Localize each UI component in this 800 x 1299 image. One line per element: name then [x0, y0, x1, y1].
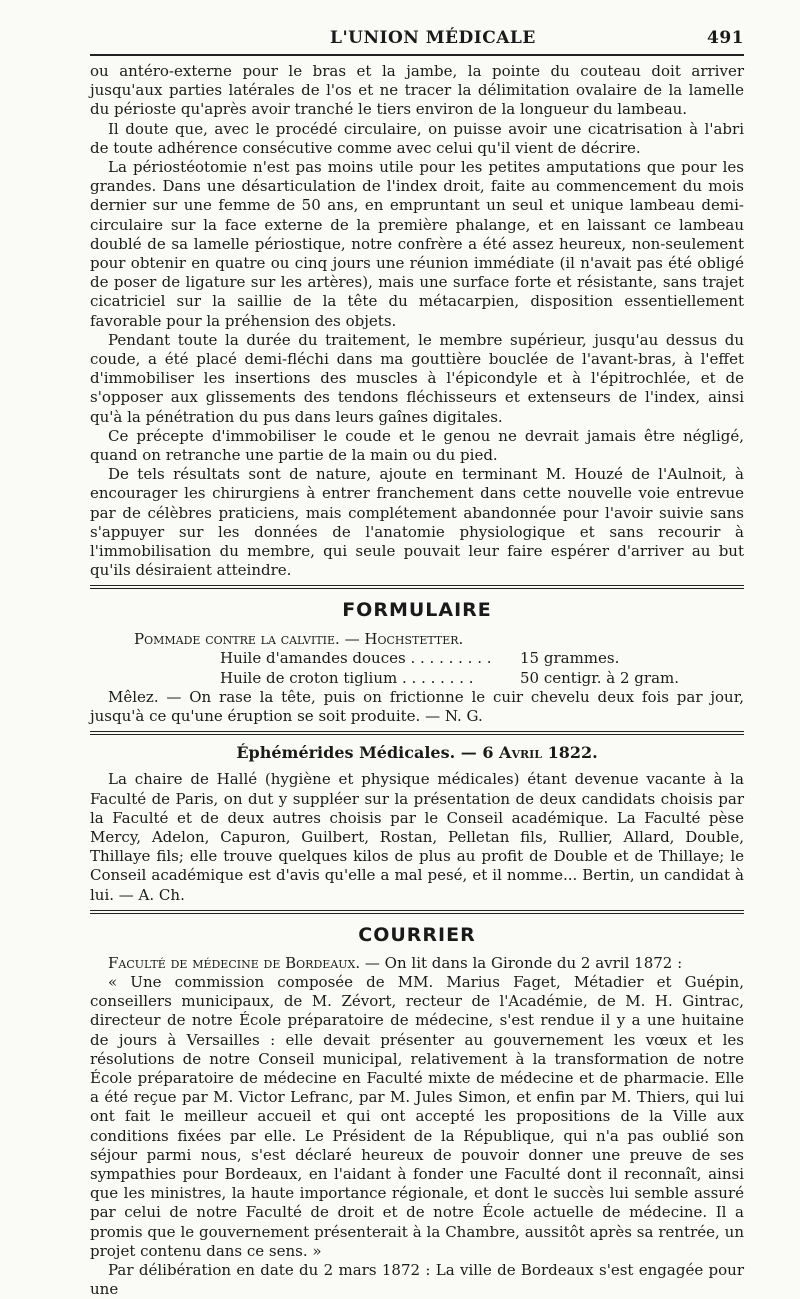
running-head — [90, 28, 744, 56]
paragraph: De tels résultats sont de nature, ajoute en terminant M. Houzé de l'Aulnoit, à encourager les chirurgiens à entrer franchement dans cette nouvelle voie entrevue par de célèbres praticiens, mais complétement abandonnée pour l'avoir suivie sans s'appuyer sur les données de l'anatomie physiologique et sans recourir à l'immobilisation du membre, qui seule pouvait leur faire espérer d'arriver au but qu'ils désiraient atteindre. — [90, 465, 744, 580]
section-divider — [90, 910, 744, 914]
ephemerides-label: Éphémérides Médicales. — — [236, 743, 477, 763]
courrier-lead-label: Faculté de médecine de Bordeaux. — [108, 953, 361, 972]
ingredient-amount: 50 centigr. à 2 gram. — [520, 668, 680, 687]
journal-title: L'UNION MÉDICALE — [330, 28, 536, 48]
ingredient-row — [220, 669, 744, 688]
page-number: 491 — [707, 28, 744, 48]
recipe-instructions: Mêlez. — On rase la tête, puis on frictionne le cuir chevelu deux fois par jour, jusqu'à ce qu'une éruption se soit produite. — N. G. — [90, 687, 744, 726]
ephemerides-section — [90, 743, 744, 904]
courrier-heading: COURRIER — [358, 923, 476, 946]
section-divider — [90, 731, 744, 735]
courrier-section — [90, 924, 744, 1299]
paragraph: La périostéotomie n'est pas moins utile pour les petites amputations que pour les grandes. Dans une désarticulation de l'index droit, faite au commencement du mois dernier sur une femme de 50 ans, en empruntant un seul et unique lambeau demi-circulaire sur la face externe de la première phalange, et en laissant ce lambeau doublé de sa lamelle périostique, notre confrère a été assez heureux, non-seulement pour obtenir en quatre ou cinq jours une réunion immédiate (il n'avait pas été obligé de poser de ligature sur les artères), mais une surface forte et résistante, sans trajet cicatriciel sur la saillie de la tête du métacarpien, disposition essentiellement favorable pour la préhension des objets. — [90, 158, 744, 330]
ephemerides-text: La chaire de Hallé (hygiène et physique médicales) étant devenue vacante à la Faculté de Paris, on dut y suppléer sur la présentation de deux candidats choisis par la Faculté et de deux autres choisis par le Conseil académique. La Faculté pèse Mercy, Adelon, Capuron, Guilbert, Rostan, Pelletan fils, Rullier, Allard, Double, Thillaye fils; elle trouve quelques kilos de plus au profit de Double et de Thillaye; le Conseil académique est d'avis qu'elle a mal pesé, et il nomme... Bertin, un candidat à lui. — A. Ch. — [90, 770, 744, 904]
ingredient-name: Huile de croton tiglium . . . . . . . . — [220, 668, 474, 687]
ephemerides-title — [90, 743, 744, 762]
article-body — [90, 62, 744, 580]
paragraph: Il doute que, avec le procédé circulaire, on puisse avoir une cicatrisation à l'abri de toute adhérence consécutive comme avec celui qu'il vient de décrire. — [90, 119, 744, 157]
paragraph: Ce précepte d'immobiliser le coude et le genou ne devrait jamais être négligé, quand on retranche une partie de la main ou du pied. — [90, 426, 744, 465]
ingredient-amount: 15 grammes. — [520, 649, 620, 668]
courrier-last-line: Par délibération en date du 2 mars 1872 : La ville de Bordeaux s'est engagée pour une — [90, 1260, 744, 1299]
section-divider — [90, 585, 744, 589]
ephemerides-date: 6 Avril 1822. — [482, 743, 598, 763]
ingredient-row — [220, 649, 744, 668]
formulaire-section — [90, 599, 744, 726]
paragraph: ou antéro-externe pour le bras et la jambe, la pointe du couteau doit arriver jusqu'aux parties latérales de l'os et ne tracer la délimitation ovalaire de la lamelle du périoste qu'après avoir tranché le tiers environ de la longueur du lambeau. — [90, 62, 744, 119]
ingredient-name: Huile d'amandes douces . . . . . . . . . — [220, 649, 492, 668]
paragraph: Pendant toute la durée du traitement, le membre supérieur, jusqu'au dessus du coude, a été placé demi-fléchi dans ma gouttière bouclée de l'avant-bras, à l'effet d'immobiliser les insertions des muscles à l'épicondyle et à l'épitrochlée, et de s'opposer aux glissements des tendons fléchisseurs et extenseurs de l'index, ainsi qu'à la pénétration du pus dans leurs gaînes digitales. — [90, 330, 744, 426]
courrier-lead — [90, 954, 744, 973]
formulaire-heading: FORMULAIRE — [342, 599, 492, 622]
courrier-quote: « Une commission composée de MM. Marius Faget, Métadier et Guépin, conseillers municipaux, de M. Zévort, recteur de l'Académie, de M. H. Gintrac, directeur de notre École préparatoire de médecine, s'est rendue il y a une huitaine de jours à Versailles : elle devait présenter au gouvernement les vœux et les résolutions de notre Conseil municipal, relativement à la transformation de notre École préparatoire de médecine en Faculté mixte de médecine et de pharmacie. Elle a été reçue par M. Victor Lefranc, par M. Jules Simon, et enfin par M. Thiers, qui lui ont fait le meilleur accueil et qui ont accepté les propositions de la Ville aux conditions fixées par elle. Le Président de la République, qui n'a pas oublié son séjour parmi nous, s'est déclaré heureux de pouvoir donner une preuve de ses sympathies pour Bordeaux, en l'aidant à fonder une Faculté dont il reconnaît, ainsi que les ministres, la haute importance régionale, et dont le succès lui semble assuré par celui de notre Faculté de droit et de notre École actuelle de médecine. Il a promis que le gouvernement présenterait à la Chambre, aussitôt après sa rentrée, un projet contenu dans ce sens. » — [90, 972, 744, 1260]
recipe-title: Pommade contre la calvitie. — Hochstetter. — [134, 630, 464, 649]
courrier-lead-text: — On lit dans la Gironde du 2 avril 1872 : — [360, 953, 683, 972]
